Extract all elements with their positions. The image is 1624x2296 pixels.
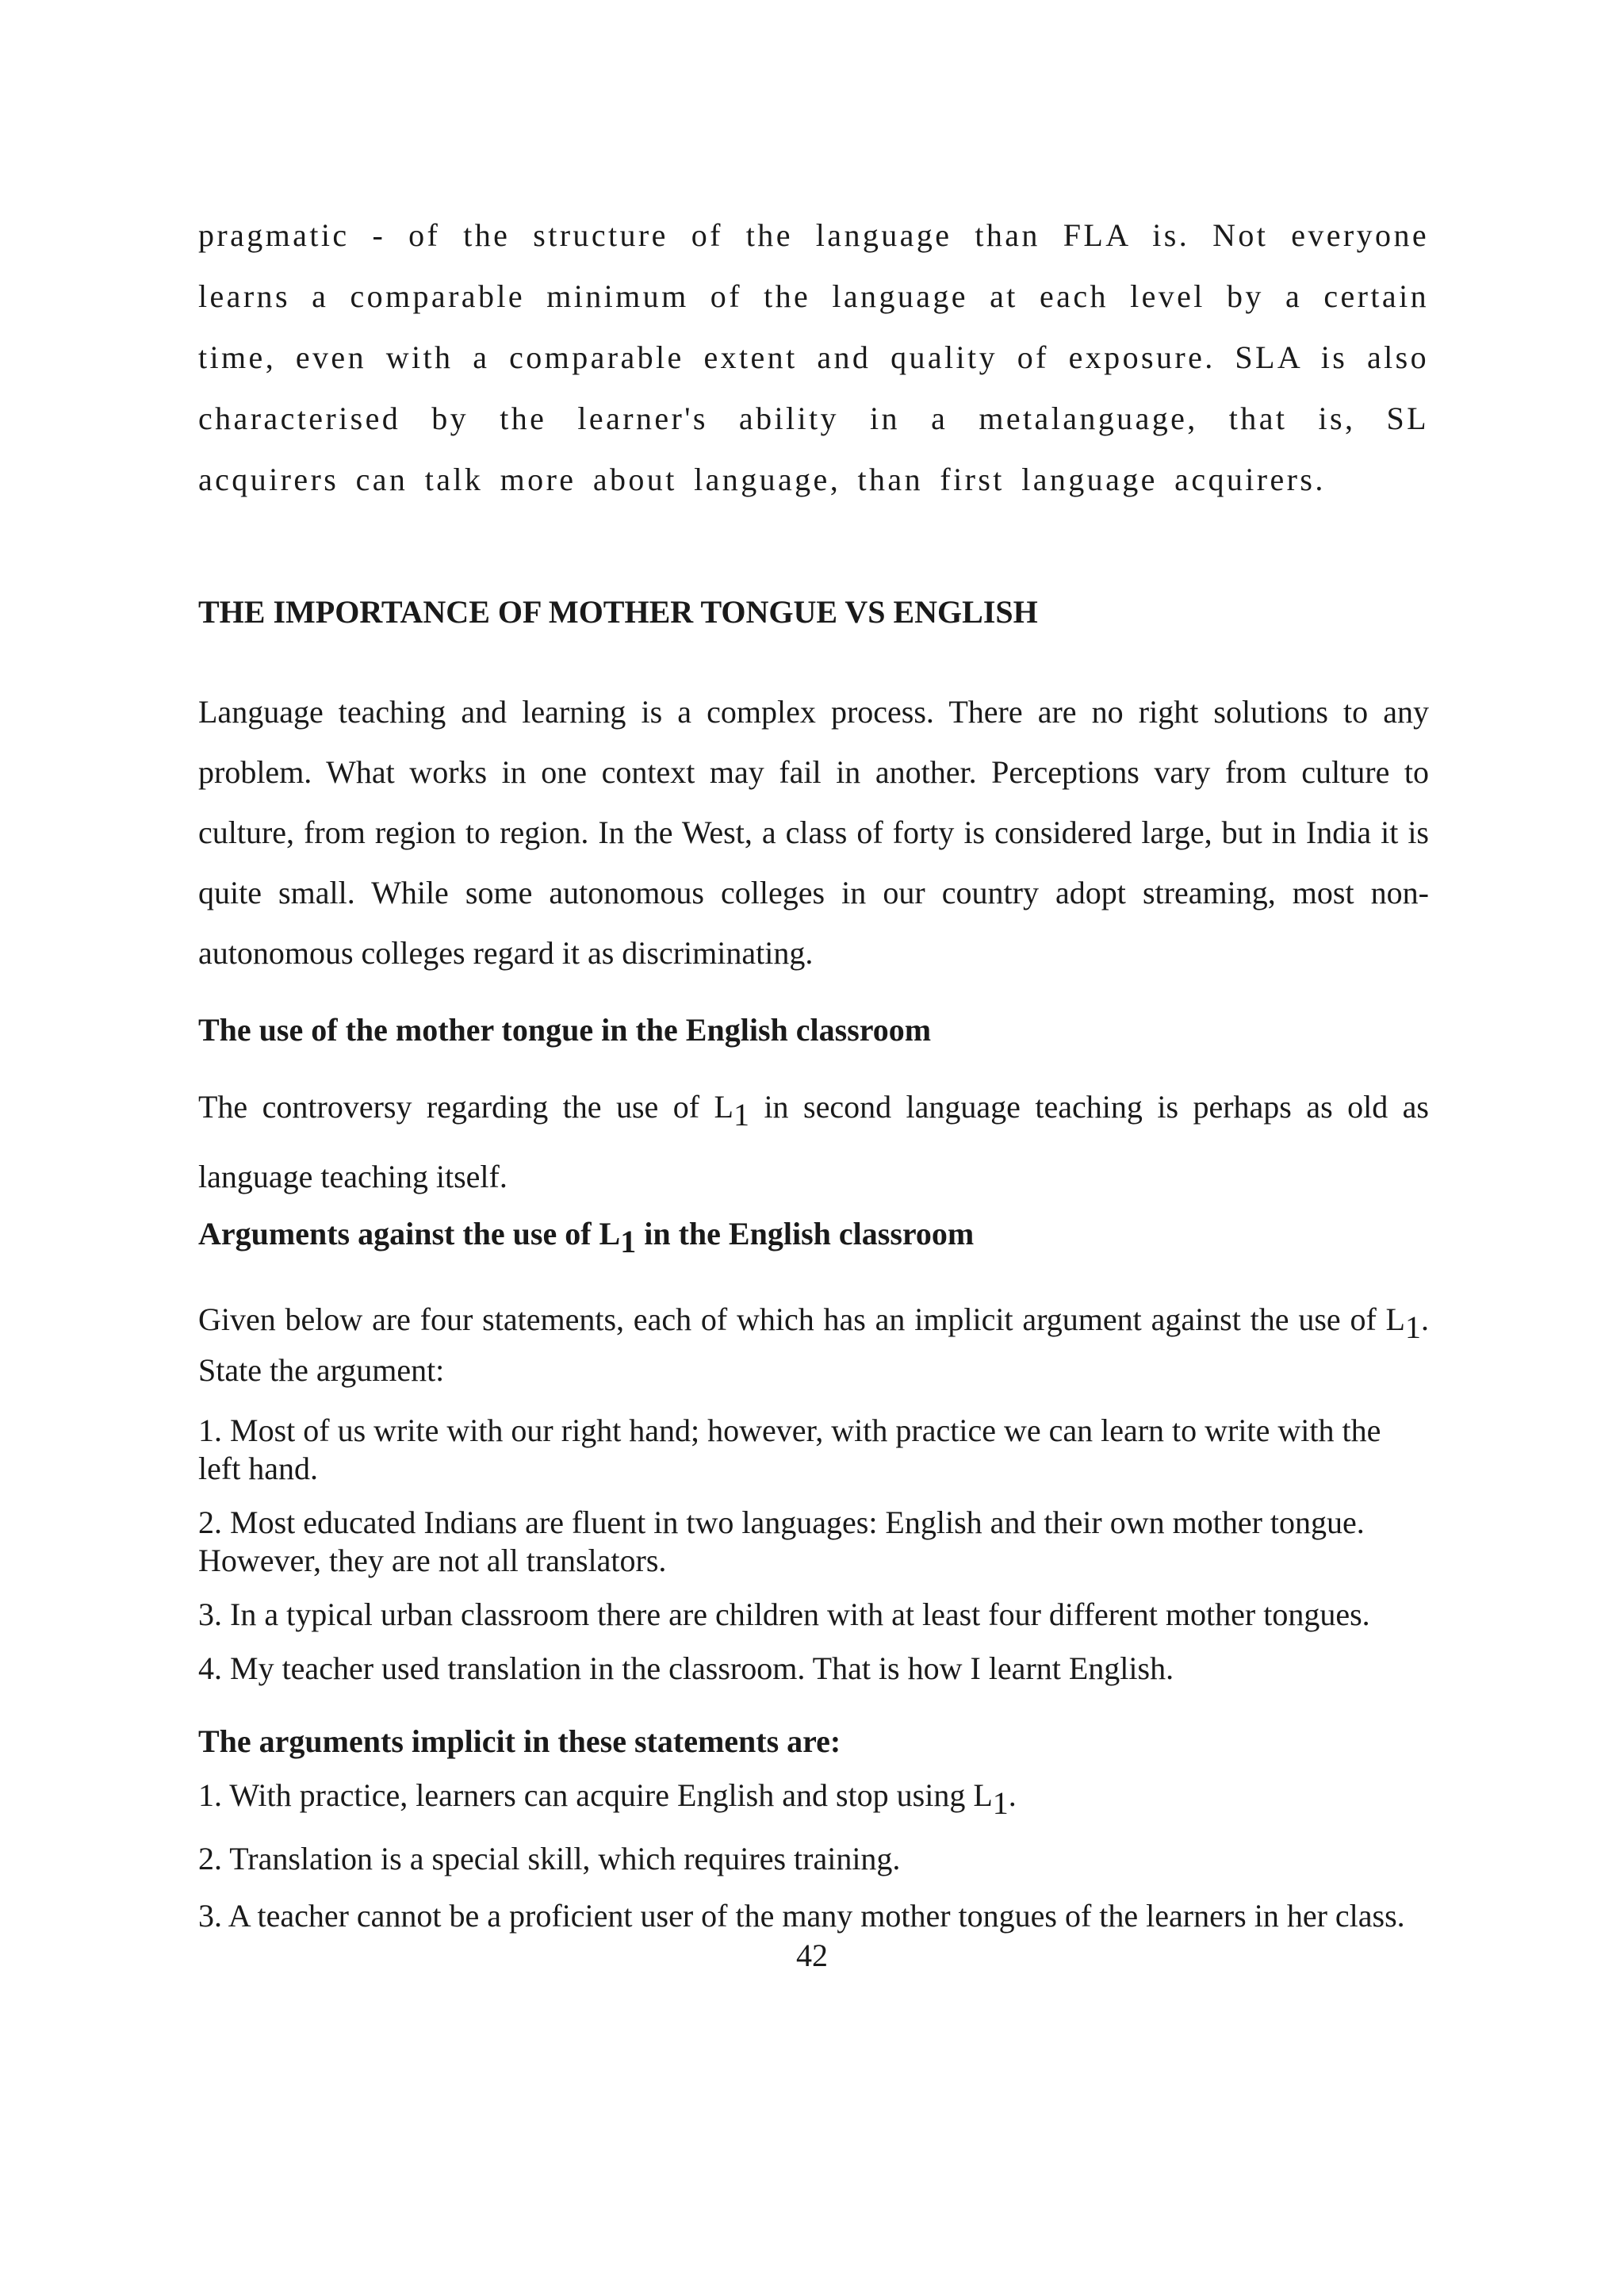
arg1-text-end: .: [1008, 1777, 1017, 1813]
para4-text-end: . State the argument:: [198, 1301, 1429, 1388]
statement-4: 4. My teacher used translation in the classroom. That is how I learnt English.: [198, 1650, 1174, 1686]
page-number: 42: [796, 1938, 828, 1973]
subheading-mother-tongue-use: The use of the mother tongue in the English classroom: [198, 1012, 932, 1048]
heading-against-end: in the English classroom: [636, 1216, 975, 1251]
para3-text-end: in second language teaching is perhaps as old as language teaching itself.: [198, 1089, 1429, 1194]
argument-2: 2. Translation is a special skill, which requires training.: [198, 1841, 901, 1876]
argument-1: [198, 1777, 1429, 1821]
paragraph-language-teaching: Language teaching and learning is a complex process. There are no right solutions to any problem. What works in one context may fail in another. Perceptions vary from culture to culture, from region to region. In the West, a class of forty is considered large, but in India it is quite small. While some autonomous colleges in our country adopt streaming, most non-autonomous colleges regard it as discriminating.: [198, 694, 1429, 971]
para3-text-start: The controversy regarding the use of L: [198, 1089, 733, 1125]
subheading-implicit-arguments: The arguments implicit in these statements are:: [198, 1723, 841, 1759]
statement-2: 2. Most educated Indians are fluent in two languages: English and their own mother tongue. However, they are not all translators.: [198, 1504, 1365, 1578]
section-heading: THE IMPORTANCE OF MOTHER TONGUE VS ENGLISH: [198, 594, 1038, 630]
arg1-subscript: 1: [992, 1785, 1009, 1821]
subheading-arguments-against: [198, 1215, 1429, 1259]
paragraph-statements-intro: [198, 1294, 1429, 1396]
paragraph-sla: pragmatic - of the structure of the language than FLA is. Not everyone learns a comparable minimum of the language at each level by a certain time, even with a comparable extent and quality of exposure. SLA is also characterised by the learner's ability in a metalanguage, that is, SL acquirers can talk more about language, than first language acquirers.: [198, 217, 1429, 497]
statement-1: 1. Most of us write with our right hand; however, with practice we can learn to write with the left hand.: [198, 1412, 1381, 1486]
heading-against-start: Arguments against the use of L: [198, 1216, 621, 1251]
arg1-text-start: 1. With practice, learners can acquire English and stop using L: [198, 1777, 993, 1813]
argument-3: 3. A teacher cannot be a proficient user of the many mother tongues of the learners in her class.: [198, 1898, 1405, 1934]
heading-against-subscript: 1: [620, 1224, 637, 1259]
paragraph-controversy: [198, 1072, 1429, 1212]
para4-text-start: Given below are four statements, each of which has an implicit argument against the use of L: [198, 1301, 1405, 1337]
para3-subscript: 1: [733, 1097, 749, 1133]
para4-subscript: 1: [1405, 1309, 1421, 1345]
statement-3: 3. In a typical urban classroom there are children with at least four different mother tongues.: [198, 1596, 1370, 1632]
